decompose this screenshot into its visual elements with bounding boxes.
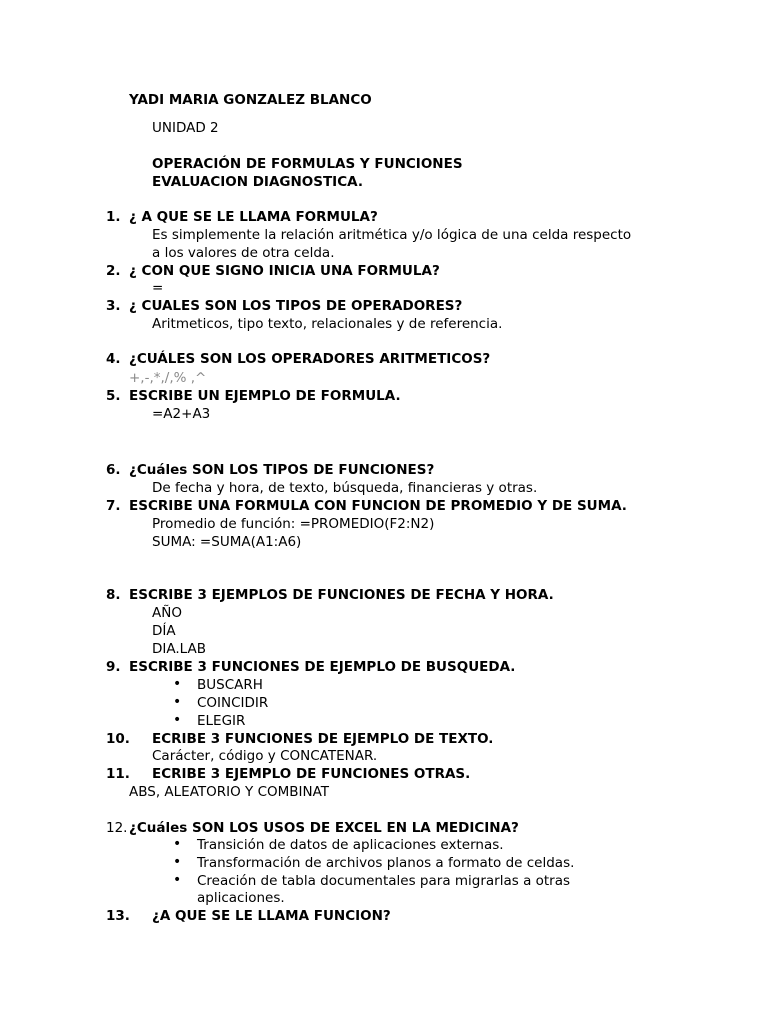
question-number: 7. (106, 498, 121, 514)
bullet-icon: • (173, 694, 182, 710)
question-text: ¿A QUE SE LE LLAMA FUNCION? (152, 908, 391, 924)
bullet-icon: • (173, 712, 182, 728)
question-number: 5. (106, 388, 121, 404)
author-name: YADI MARIA GONZALEZ BLANCO (129, 92, 372, 108)
answer-text: Es simplemente la relación aritmética y/o lógica de una celda respecto (152, 227, 632, 243)
question-text: ESCRIBE UN EJEMPLO DE FORMULA. (129, 388, 401, 404)
question-number: 10. (106, 731, 130, 747)
list-item: BUSCARH (197, 677, 263, 693)
question-number: 13. (106, 908, 130, 924)
bullet-icon: • (173, 872, 182, 888)
answer-text: a los valores de otra celda. (152, 245, 335, 261)
list-item: COINCIDIR (197, 695, 269, 711)
answer-text: Aritmeticos, tipo texto, relacionales y de referencia. (152, 316, 503, 332)
answer-text: AÑO (152, 605, 182, 621)
answer-text: DÍA (152, 623, 176, 639)
question-number: 12. (106, 820, 128, 836)
question-number: 8. (106, 587, 121, 603)
list-item: ELEGIR (197, 713, 246, 729)
bullet-icon: • (173, 854, 182, 870)
question-text: ESCRIBE UNA FORMULA CON FUNCION DE PROMEDIO Y DE SUMA. (129, 498, 627, 514)
question-text: ECRIBE 3 FUNCIONES DE EJEMPLO DE TEXTO. (152, 731, 494, 747)
question-text: ¿Cuáles SON LOS TIPOS DE FUNCIONES? (129, 462, 435, 478)
question-text: ECRIBE 3 EJEMPLO DE FUNCIONES OTRAS. (152, 766, 471, 782)
list-item-continuation: aplicaciones. (197, 890, 285, 906)
question-text: ¿ CUALES SON LOS TIPOS DE OPERADORES? (129, 298, 463, 314)
document-title: OPERACIÓN DE FORMULAS Y FUNCIONES (152, 156, 463, 172)
answer-text: ABS, ALEATORIO Y COMBINAT (129, 784, 330, 800)
question-text: ESCRIBE 3 EJEMPLOS DE FUNCIONES DE FECHA Y HORA. (129, 587, 554, 603)
question-number: 1. (106, 209, 121, 225)
list-item: Transformación de archivos planos a formato de celdas. (197, 855, 575, 871)
answer-text: +,-,*,/,% ,^ (129, 370, 207, 386)
question-number: 4. (106, 351, 121, 367)
question-number: 11. (106, 766, 130, 782)
question-text: ¿ A QUE SE LE LLAMA FORMULA? (129, 209, 378, 225)
question-number: 2. (106, 263, 121, 279)
answer-text: =A2+A3 (152, 406, 211, 422)
question-text: ESCRIBE 3 FUNCIONES DE EJEMPLO DE BUSQUEDA. (129, 659, 516, 675)
answer-text: SUMA: =SUMA(A1:A6) (152, 534, 302, 550)
question-text: ¿Cuáles SON LOS USOS DE EXCEL EN LA MEDICINA? (129, 820, 519, 836)
question-number: 6. (106, 462, 121, 478)
answer-text: Carácter, código y CONCATENAR. (152, 748, 378, 764)
question-text: ¿ CON QUE SIGNO INICIA UNA FORMULA? (129, 263, 440, 279)
bullet-icon: • (173, 836, 182, 852)
list-item: Transición de datos de aplicaciones externas. (197, 837, 504, 853)
answer-text: = (152, 280, 164, 296)
document-subtitle: EVALUACION DIAGNOSTICA. (152, 174, 363, 190)
question-number: 3. (106, 298, 121, 314)
bullet-icon: • (173, 676, 182, 692)
question-number: 9. (106, 659, 121, 675)
unit-label: UNIDAD 2 (152, 120, 219, 136)
question-text: ¿CUÁLES SON LOS OPERADORES ARITMETICOS? (129, 351, 491, 367)
answer-text: De fecha y hora, de texto, búsqueda, financieras y otras. (152, 480, 538, 496)
list-item: Creación de tabla documentales para migrarlas a otras (197, 873, 571, 889)
answer-text: Promedio de función: =PROMEDIO(F2:N2) (152, 516, 435, 532)
answer-text: DIA.LAB (152, 641, 206, 657)
